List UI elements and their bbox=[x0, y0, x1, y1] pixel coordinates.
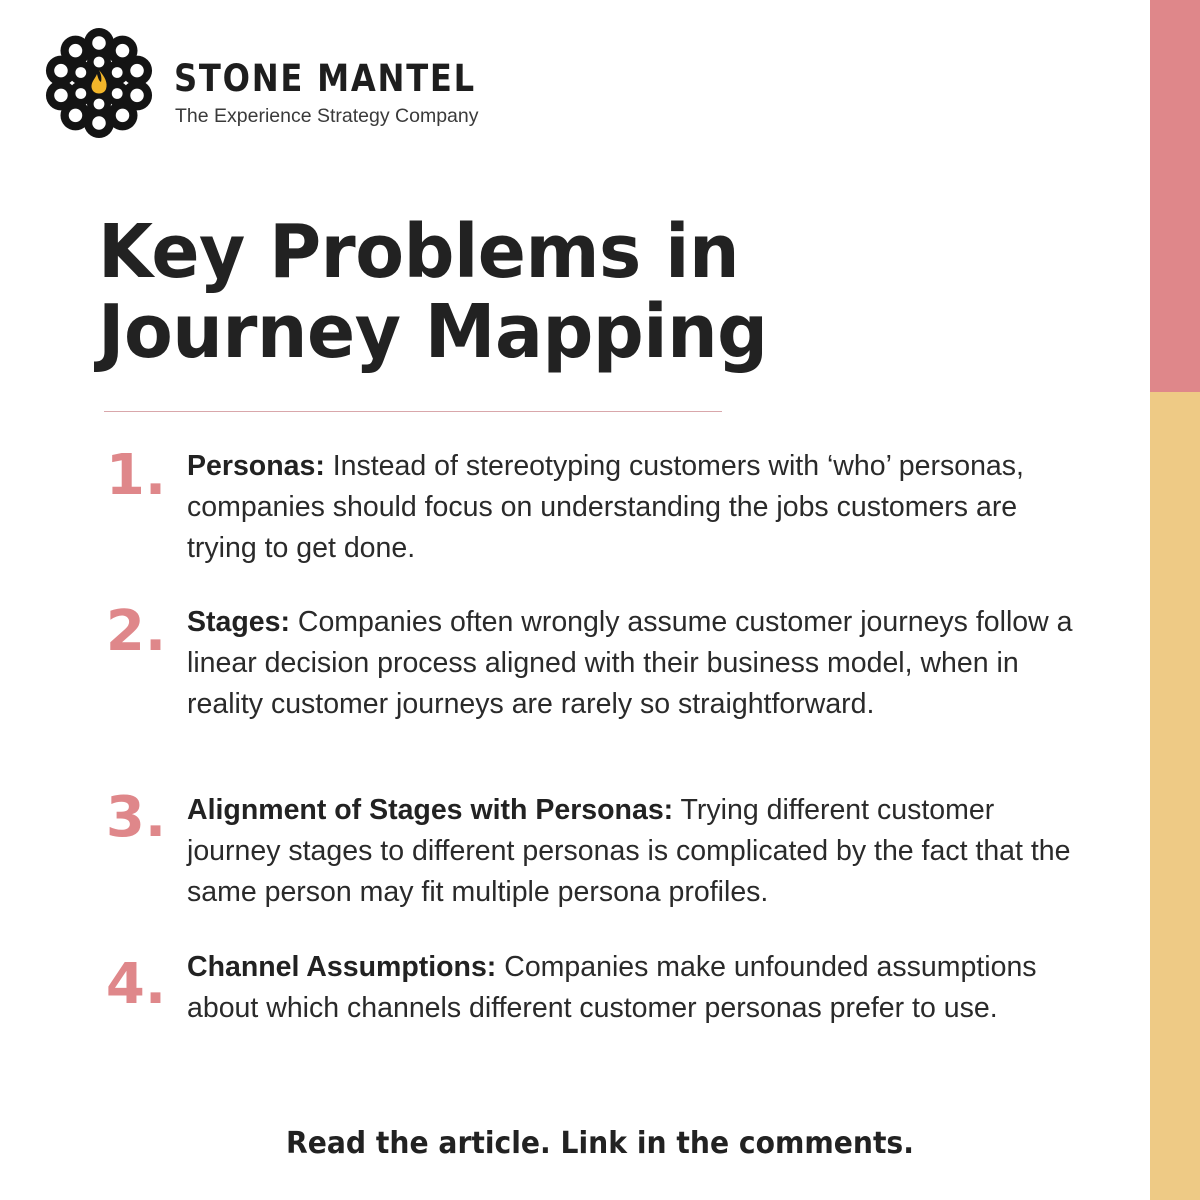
brand-tagline: The Experience Strategy Company bbox=[175, 105, 479, 127]
stone-mantel-logo-icon bbox=[42, 26, 156, 140]
logo-stone-dot bbox=[116, 109, 130, 123]
logo-stone-dot bbox=[94, 99, 105, 110]
item-text bbox=[187, 947, 1077, 1029]
page-title-line-1: Key Problems in bbox=[98, 209, 740, 295]
accent-bar-yellow bbox=[1150, 392, 1200, 1200]
item-number: 1. bbox=[105, 443, 167, 508]
item-term: Personas: bbox=[187, 450, 325, 482]
page-title-line-2: Journey Mapping bbox=[98, 289, 768, 375]
logo-stone-dot bbox=[54, 89, 68, 103]
logo-stone-dot bbox=[112, 88, 123, 99]
logo-stone-dot bbox=[94, 57, 105, 68]
logo-stone-dot bbox=[69, 109, 83, 123]
item-description: Companies often wrongly assume customer journeys follow a linear decision process aligned with their business model, when in reality customer journeys are rarely so straightforward. bbox=[187, 606, 1073, 720]
item-description: Companies make unfounded assumptions about which channels different customer personas prefer to use. bbox=[187, 951, 1037, 1024]
item-text bbox=[187, 446, 1077, 569]
logo-stone-dot bbox=[92, 116, 106, 130]
item-description: Trying different customer journey stages to different personas is complicated by the fact that the same person may fit multiple persona profiles. bbox=[187, 794, 1071, 908]
page-title bbox=[98, 209, 768, 375]
logo-stone-dot bbox=[112, 67, 123, 78]
divider-rule bbox=[104, 411, 722, 412]
accent-bar-pink bbox=[1150, 0, 1200, 392]
item-description: Instead of stereotyping customers with ‘who’ personas, companies should focus on understanding the jobs customers are trying to get done. bbox=[187, 450, 1024, 564]
item-number: 2. bbox=[105, 599, 167, 664]
brand-name: STONE MANTEL bbox=[174, 57, 476, 100]
item-text bbox=[187, 790, 1077, 913]
logo-stone-dot bbox=[130, 89, 144, 103]
logo-stone-dot bbox=[75, 67, 86, 78]
logo-stone-dot bbox=[69, 44, 83, 58]
item-term: Stages: bbox=[187, 606, 290, 638]
item-number: 3. bbox=[105, 785, 167, 850]
logo-stone-dot bbox=[130, 64, 144, 78]
logo-stone-dot bbox=[75, 88, 86, 99]
item-number: 4. bbox=[105, 952, 167, 1017]
logo-stone-dot bbox=[116, 44, 130, 58]
item-term: Channel Assumptions: bbox=[187, 951, 497, 983]
logo-stone-dot bbox=[54, 64, 68, 78]
logo-stone-dot bbox=[92, 36, 106, 50]
item-text bbox=[187, 602, 1077, 725]
item-term: Alignment of Stages with Personas: bbox=[187, 794, 674, 826]
call-to-action: Read the article. Link in the comments. bbox=[286, 1126, 914, 1161]
